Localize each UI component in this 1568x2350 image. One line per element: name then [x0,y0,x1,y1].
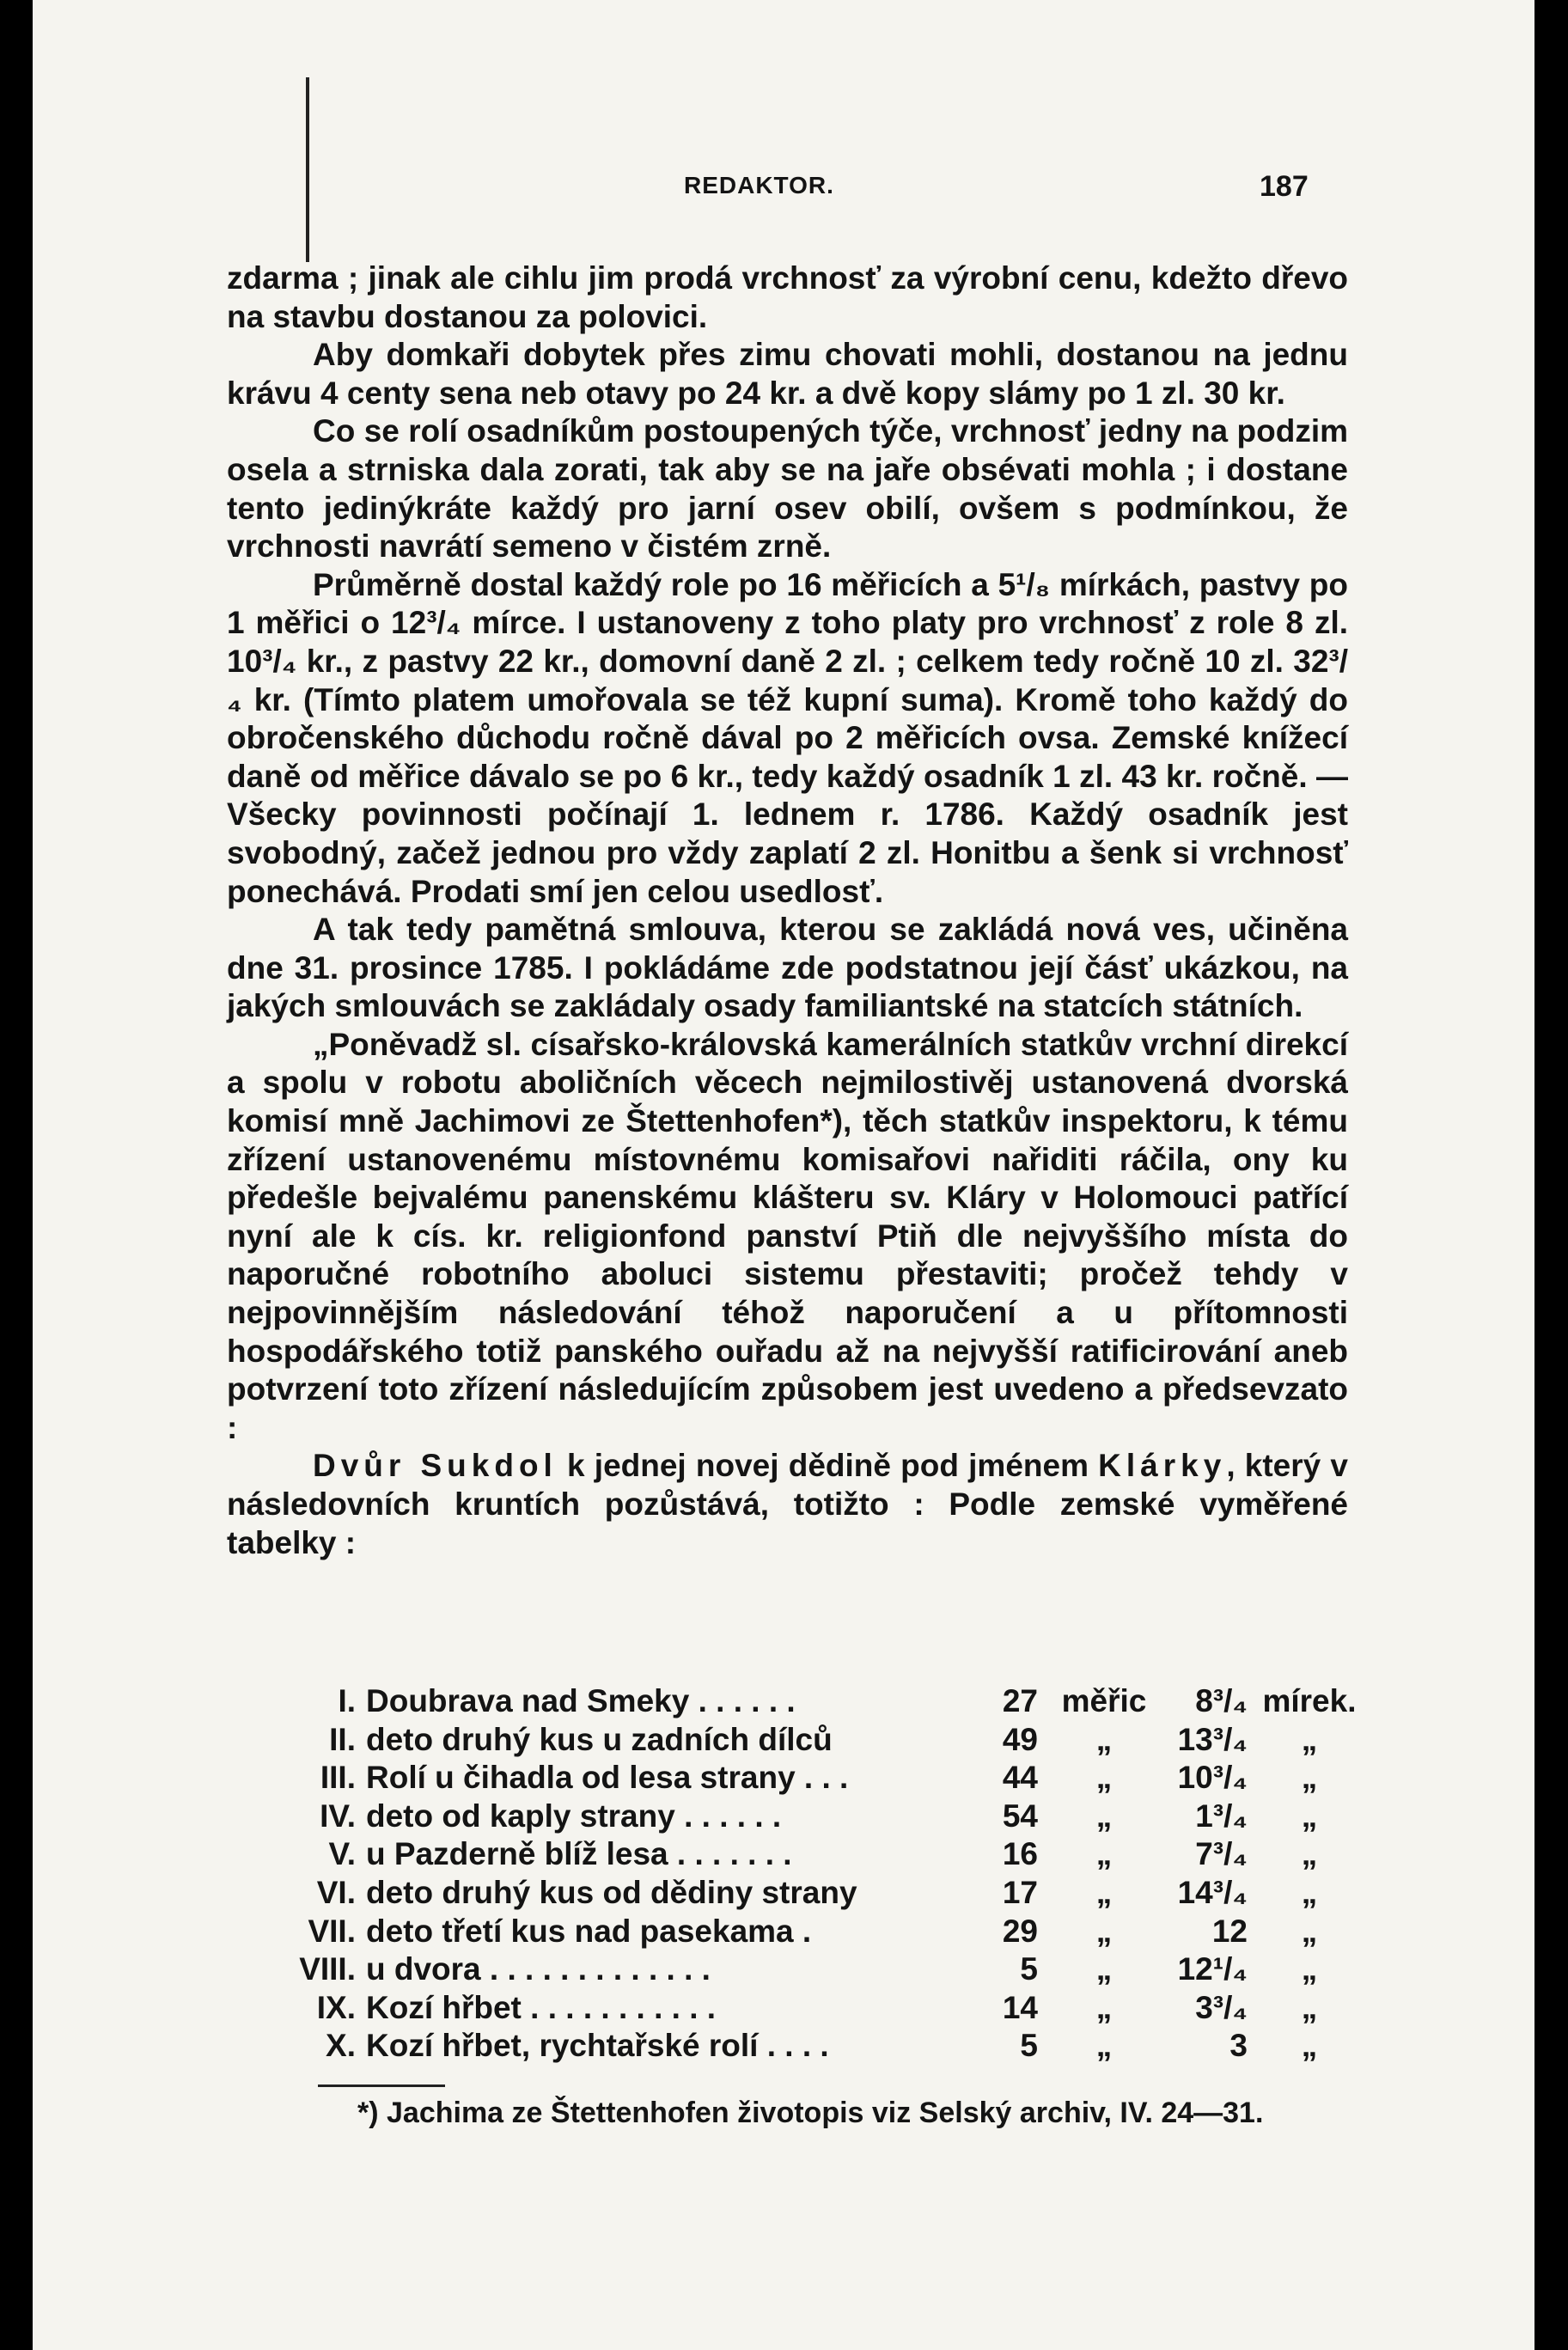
lot-row [290,2027,1366,2066]
lot-fraction: 12 [1211,1913,1248,1949]
paragraph: zdarma ; jinak ale cihlu jim prodá vrchnosť za výrobní cenu, kdežto dřevo na stavbu dostanou za polovici. [227,260,1348,334]
lot-quantity: 16 [1002,1836,1038,1872]
lot-unit: „ [1095,1874,1113,1910]
lot-fraction: 14³/₄ [1177,1874,1248,1910]
lot-unit: „ [1095,1836,1113,1872]
lot-name: Kozí hřbet . . . . . . . . . . . [366,1989,717,2025]
lot-number: IV. [320,1798,356,1834]
lot-name: deto třetí kus nad pasekama . [366,1913,812,1949]
lot-quantity: 54 [1002,1798,1038,1834]
farm-name: Dvůr Sukdol [313,1448,558,1484]
lot-unit: „ [1095,2028,1113,2064]
lot-row [290,1682,1366,1721]
intro-text-a: k jednej novej dědině pod jménem [557,1448,1099,1484]
lot-number: I. [338,1683,356,1718]
lot-number: IX. [316,1989,356,2025]
paragraph: Aby domkaři dobytek přes zimu chovati mohli, dostanou na jednu krávu 4 centy sena neb otavy po 24 kr. a dvě kopy slámy po 1 zl. 30 kr. [227,337,1348,411]
paragraph: „Poněvadž sl. císařsko-královská kamerálních statkův vrchní direkcí a spolu v robotu aboličních věcech nejmilostivěj ustanovená dvorská komisí mně Jachimovi ze Štettenhofen*), těch statkův inspektoru, k tému zřízení ustanovenému místovnému komisařovi nařiditi ráčila, ony ku předešle bejvalému panenskému klášteru sv. Kláry v Holomouci patřící nyní ale k cís. kr. religionfond panství Ptiň dle nejvyššího místa do naporučné robotního aboluci sistemu přestaviti; pročež tehdy v nejpovinnějším následování téhož naporučení a u přítomnosti hospodářského totiž panského ouřadu až na nejvyšší ratificirování aneb potvrzení toto zřízení následujícím způsobem jest uvedeno a předsevzato : [227,1026,1348,1445]
lot-unit-small: „ [1301,1760,1318,1796]
lot-unit-small: „ [1301,1951,1318,1987]
lot-number: VI. [316,1874,356,1910]
lot-row [290,1759,1366,1798]
lot-name: u dvora . . . . . . . . . . . . . [366,1951,711,1987]
page-header [33,172,1534,215]
page-number: 187 [1260,170,1309,203]
body-text [227,259,1348,1562]
lot-fraction: 8³/₄ [1195,1683,1248,1718]
lot-unit-small: „ [1301,1798,1318,1834]
lot-fraction: 3 [1229,2028,1248,2064]
paragraph: A tak tedy pamětná smlouva, kterou se zakládá nová ves, učiněna dne 31. prosince 1785. I pokládáme zde podstatnou její čásť ukázkou, na jakých smlouvách se zakládaly osady familiantské na statcích státních. [227,912,1348,1024]
lot-number: X. [326,2028,356,2064]
lot-quantity: 29 [1002,1913,1038,1949]
lots-table [290,1682,1366,2066]
lot-unit-small: „ [1301,1721,1318,1757]
intro-paragraph [227,1447,1348,1562]
footnote: *) Jachima ze Štettenhofen životopis viz Selský archiv, IV. 24—31. [357,2097,1264,2129]
lot-unit-small: „ [1301,1989,1318,2025]
footnote-rule [318,2084,445,2087]
lot-quantity: 5 [1020,2028,1038,2064]
lot-unit: „ [1095,1913,1113,1949]
lot-name: u Pazderně blíž lesa . . . . . . . [366,1836,792,1872]
paragraph: Průměrně dostal každý role po 16 měřicích a 5¹/₈ mírkách, pastvy po 1 měřici o 12³/₄ mírce. I ustanoveny z toho platy pro vrchnosť z role 8 zl. 10³/₄ kr., z pastvy 22 kr., domovní daně 2 zl. ; celkem tedy ročně 10 zl. 32³/₄ kr. (Tímto platem umořovala se též kupní suma). Kromě toho každý do obročenského důchodu ročně dával po 2 měřicích ovsa. Zemské knížecí daně od měřice dávalo se po 6 kr., tedy každý osadník 1 zl. 43 kr. ročně. — Všecky povinnosti počínají 1. lednem r. 1786. Každý osadník jest svobodný, začež jednou pro vždy zaplatí 2 zl. Honitbu a šenk si vrchnosť ponechává. Prodati smí jen celou usedlosť. [227,566,1348,909]
lot-unit: „ [1095,1760,1113,1796]
intro-text-b: , který v následovních kruntích pozůstává, totižto : Podle zemské vyměřené tabelky : [227,1448,1349,1560]
lot-row [290,1874,1366,1913]
lot-fraction: 13³/₄ [1177,1721,1248,1757]
lot-quantity: 27 [1002,1683,1038,1718]
lot-name: Rolí u čihadla od lesa strany . . . [366,1760,849,1796]
lot-number: III. [320,1760,356,1796]
lot-fraction: 10³/₄ [1177,1760,1248,1796]
running-title: REDAKTOR. [684,172,834,198]
lot-unit: „ [1095,1721,1113,1757]
lot-number: VII. [308,1913,356,1949]
village-name: Klárky [1098,1448,1227,1484]
lot-name: Kozí hřbet, rychtařské rolí . . . . [366,2028,829,2064]
lot-unit: „ [1095,1989,1113,2025]
lot-row [290,1913,1366,1951]
lot-unit-small: „ [1301,1913,1318,1949]
lot-quantity: 5 [1020,1951,1038,1987]
lot-row [290,1950,1366,1989]
lot-fraction: 3³/₄ [1195,1989,1248,2025]
lot-fraction: 7³/₄ [1195,1836,1248,1872]
lot-unit-small: „ [1301,1836,1318,1872]
lot-quantity: 14 [1002,1989,1038,2025]
lot-name: Doubrava nad Smeky . . . . . . [366,1683,796,1718]
lot-number: II. [329,1721,356,1757]
lot-number: V. [328,1836,356,1872]
lot-row [290,1798,1366,1836]
book-page [33,0,1534,2350]
binding-rule [306,77,309,262]
lot-row [290,1721,1366,1760]
lot-quantity: 44 [1002,1760,1038,1796]
lot-unit: měřic [1061,1683,1147,1718]
lot-unit: „ [1095,1951,1113,1987]
lot-fraction: 12¹/₄ [1177,1951,1248,1987]
lot-quantity: 49 [1002,1721,1038,1757]
lot-name: deto od kaply strany . . . . . . [366,1798,782,1834]
lot-number: VIII. [299,1951,356,1987]
lot-quantity: 17 [1002,1874,1038,1910]
lot-row [290,1989,1366,2028]
lot-unit-small: „ [1301,1874,1318,1910]
lot-row [290,1835,1366,1874]
lot-unit-small: „ [1301,2028,1318,2064]
lot-fraction: 1³/₄ [1195,1798,1248,1834]
lot-name: deto druhý kus od dědiny strany [366,1874,857,1910]
lot-name: deto druhý kus u zadních dílců [366,1721,833,1757]
paragraph: Co se rolí osadníkům postoupených týče, vrchnosť jedny na podzim osela a strniska dala zorati, tak aby se na jaře obsévati mohla ; i dostane tento jedinýkráte každý pro jarní osev obilí, ovšem s podmínkou, že vrchnosti navrátí semeno v čistém zrně. [227,413,1348,565]
lot-unit: „ [1095,1798,1113,1834]
lot-unit-small: mírek. [1262,1683,1357,1718]
